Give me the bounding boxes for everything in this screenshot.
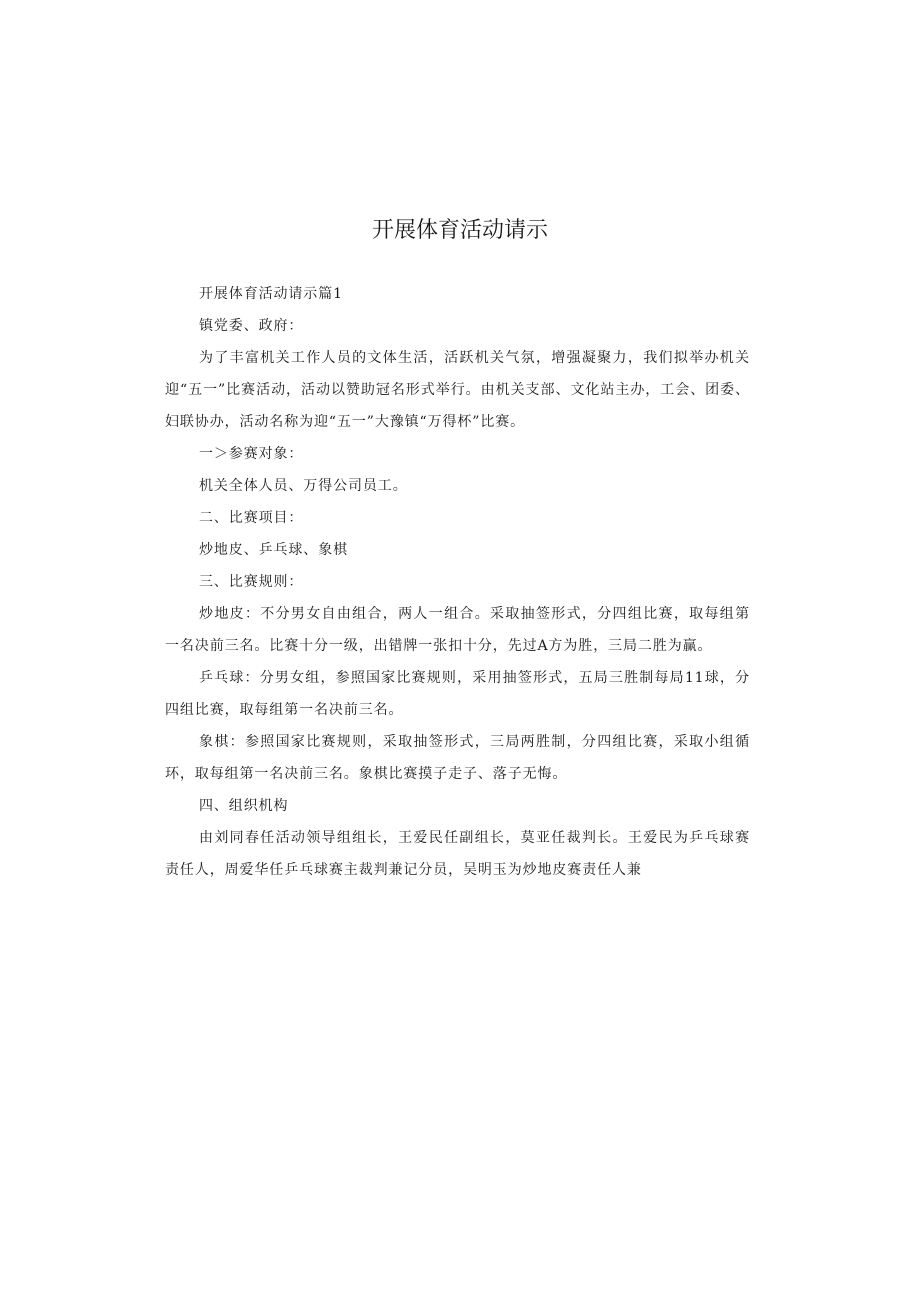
salutation: 镇党委、政府： xyxy=(199,318,304,334)
events-heading: 二、比赛项目： xyxy=(199,510,304,526)
intro-paragraph: 为了丰富机关工作人员的文体生活，活跃机关气氛，增强凝聚力，我们拟举办机关迎“五一”比赛活动，活动以赞助冠名形式举行。由机关支部、文化站主办，工会、团委、妇联协办，活动名称为迎“五一”大豫镇“万得杯”比赛。 xyxy=(165,350,750,430)
rules-chess: 象棋：参照国家比赛规则，采取抽签形式，三局两胜制，分四组比赛，采取小组循环，取每组第一名决前三名。象棋比赛摸子走子、落子无悔。 xyxy=(165,734,750,782)
events-text: 炒地皮、乒乓球、象棋 xyxy=(199,542,348,558)
rules-heading: 三、比赛规则： xyxy=(199,574,304,590)
participants-heading: 一＞参赛对象： xyxy=(199,446,304,462)
document-body xyxy=(165,278,750,886)
organization-heading: 四、组织机构 xyxy=(199,798,289,814)
section-heading: 开展体育活动请示篇1 xyxy=(199,286,343,302)
rules-table-tennis: 乒乓球：分男女组，参照国家比赛规则，采用抽签形式，五局三胜制每局11球，分四组比赛，取每组第一名决前三名。 xyxy=(165,670,750,718)
organization-text: 由刘同春任活动领导组组长，王爱民任副组长，莫亚任裁判长。王爱民为乒乓球赛责任人，周爱华任乒乓球赛主裁判兼记分员，吴明玉为炒地皮赛责任人兼 xyxy=(165,830,750,878)
document-title: 开展体育活动请示 xyxy=(371,218,548,243)
participants-text: 机关全体人员、万得公司员工。 xyxy=(199,478,408,494)
rules-card-game: 炒地皮：不分男女自由组合，两人一组合。采取抽签形式，分四组比赛，取每组第一名决前三名。比赛十分一级，出错牌一张扣十分，先过A方为胜，三局二胜为赢。 xyxy=(165,606,750,654)
